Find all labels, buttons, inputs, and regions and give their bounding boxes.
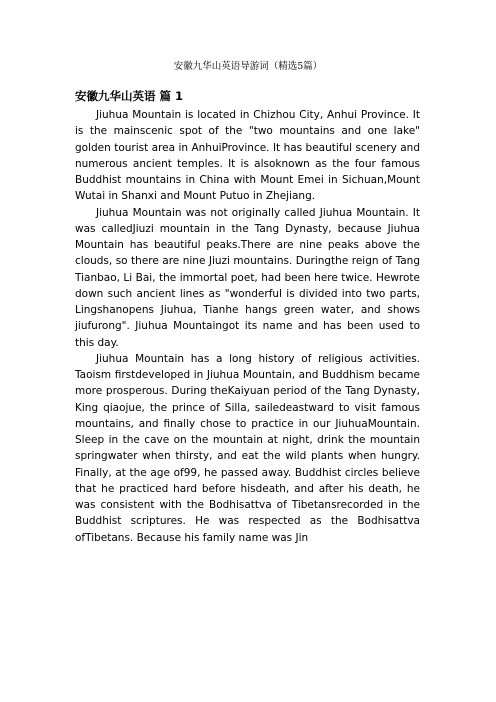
paragraph-2: Jiuhua Mountain was not originally called Jiuhua Mountain. It was calledJiuzi mountain in the Tang Dynasty, because Jiuhua Mountain has beautiful peaks.There are nine peaks above the clouds, so there are nine Jiuzi mountains. Duringthe reign of Tang Tianbao, Li Bai, the immortal poet, had been here twice. Hewrote down such ancient lines as "wonderful is divided into two parts, Lingshanopens Jiuhua, Tianhe hangs green water, and shows jiufurong". Jiuhua Mountaingot its name and has been used to this day. <box>75 206 420 349</box>
section-title: 安徽九华山英语 篇 1 <box>75 89 184 103</box>
paragraph-1: Jiuhua Mountain is located in Chizhou City, Anhui Province. It is the mainscenic spot of the "two mountains and one lake" golden tourist area in AnhuiProvince. It has beautiful scenery and numerous ancient temples. It is alsoknown as the four famous Buddhist mountains in China with Mount Emei in Sichuan,Mount Wutai in Shanxi and Mount Putuo in Zhejiang. <box>75 109 420 203</box>
document-header: 安徽九华山英语导游词（精选5篇） <box>173 61 323 72</box>
document-body <box>75 88 420 546</box>
paragraph-3: Jiuhua Mountain has a long history of religious activities. Taoism firstdeveloped in Jiuhua Mountain, and Buddhism became more prosperous. During theKaiyuan period of the Tang Dynasty, King qiaojue, the prince of Silla, sailedeastward to visit famous mountains, and finally chose to practice in our JiuhuaMountain. Sleep in the cave on the mountain at night, drink the mountain springwater when thirsty, and eat the wild plants when hungry. Finally, at the age of99, he passed away. Buddhist circles believe that he practiced hard before hisdeath, and after his death, he was consistent with the Bodhisattva of Tibetansrecorded in the Buddhist scriptures. He was respected as the Bodhisattva ofTibetans. Because his family name was Jin <box>75 352 420 544</box>
